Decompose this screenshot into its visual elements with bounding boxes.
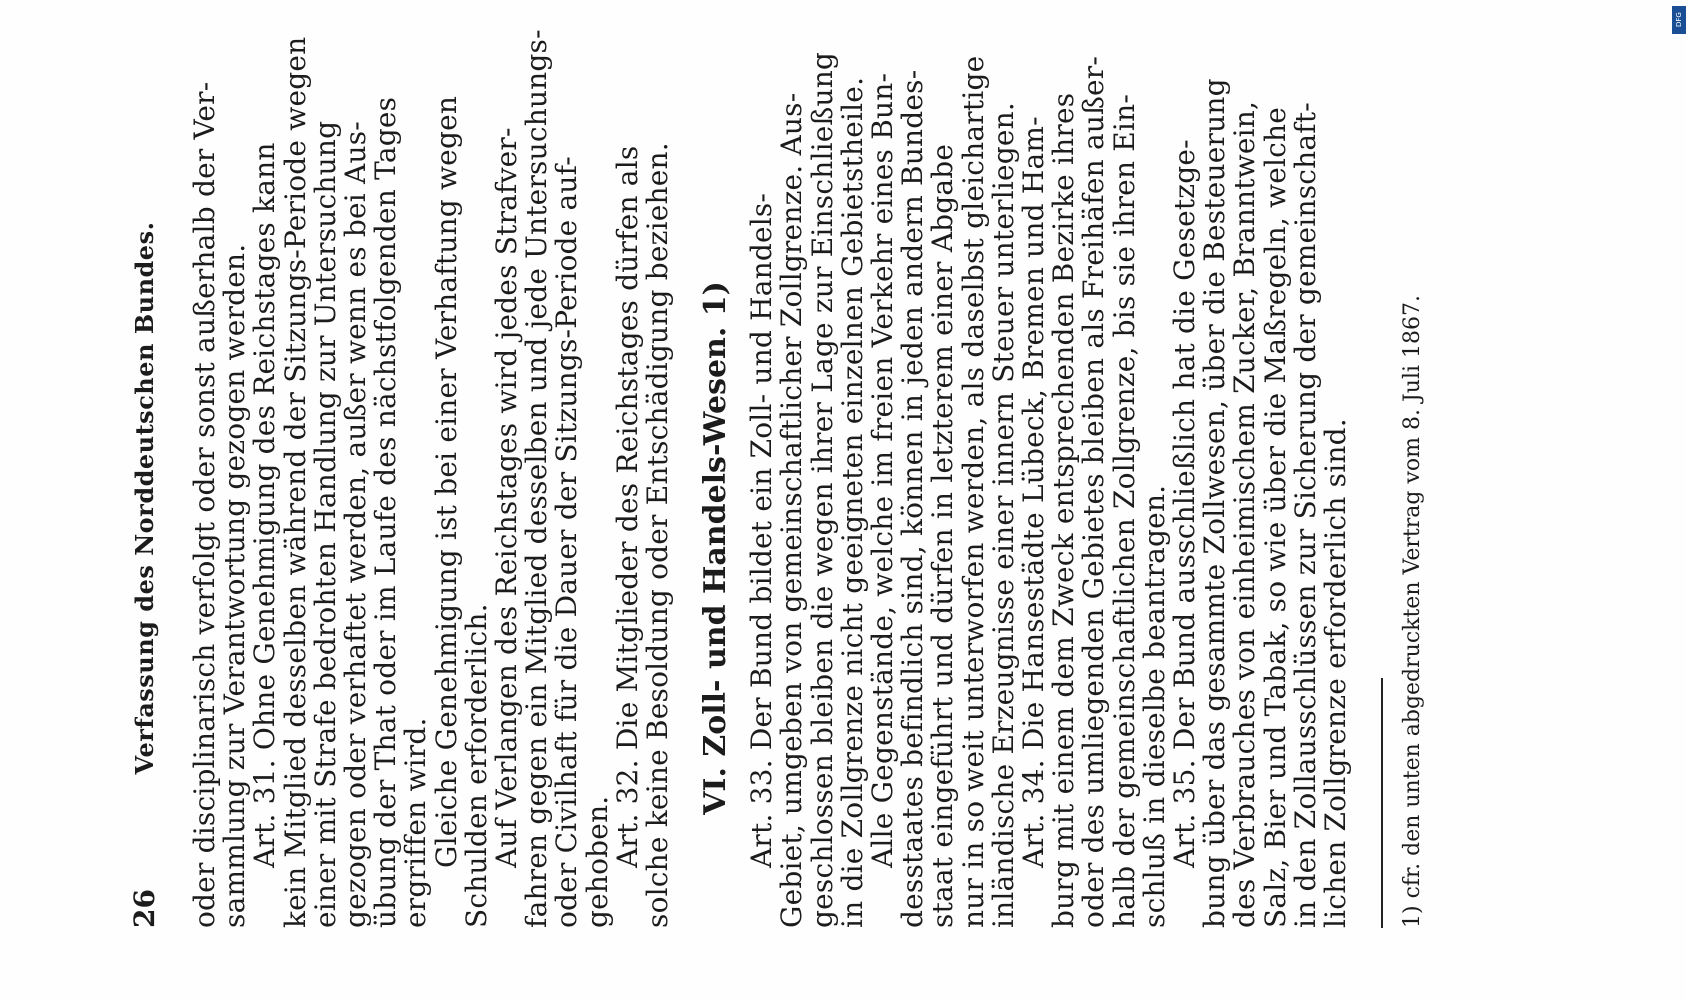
text-line: Art. 32. Die Mitglieder des Reichstages dürfen als — [610, 145, 644, 868]
text-line: Art. 35. Der Bund ausschließlich hat die Gesetzge- — [1168, 139, 1201, 868]
footnote-rule — [1381, 678, 1383, 928]
text-line: halb der gemeinschaftlichen Zollgrenze, bis sie ihren Ein- — [1107, 94, 1141, 928]
text-line: desstaates befindlich sind, können in jeden andern Bundes- — [896, 69, 930, 928]
dfg-logo: DFG — [1672, 6, 1686, 34]
text-line: in die Zollgrenze nicht geeigneten einzelnen Gebietstheile. — [835, 76, 869, 928]
text-line: Art. 33. Der Bund bildet ein Zoll- und Handels- — [745, 192, 779, 868]
page-number: 26 — [128, 889, 161, 928]
text-line: schluß in dieselbe beantragen. — [1137, 484, 1171, 928]
text-line: oder des umliegenden Gebietes bleiben als Freihäfen außer- — [1077, 55, 1111, 928]
text-line: übung der That oder im Laufe des nächstfolgenden Tages — [369, 96, 403, 928]
text-line: fahren gegen ein Mitglied desselben und jede Untersuchungs- — [520, 29, 554, 928]
text-line: Auf Verlangen des Reichstages wird jedes Strafver- — [490, 127, 523, 868]
text-line: gezogen oder verhaftet werden, außer wenn es bei Aus- — [339, 121, 372, 928]
text-line: nur in so weit unterworfen werden, als daselbst gleichartige — [956, 55, 990, 928]
footnote: 1) cfr. den unten abgedruckten Vertrag vom 8. Juli 1867. — [1400, 295, 1426, 928]
text-line: bung über das gesammte Zollwesen, über die Besteuerung — [1198, 78, 1232, 928]
text-line: einer mit Strafe bedrohten Handlung zur Untersuchung — [308, 120, 342, 928]
running-head: Verfassung des Norddeutschen Bundes. — [130, 221, 159, 775]
text-line: kein Mitglied desselben während der Sitzungs-Periode wegen — [278, 36, 312, 928]
text-line: ergriffen wird. — [399, 717, 433, 928]
text-line: sammlung zur Verantwortung gezogen werden. — [218, 243, 252, 928]
text-line: Gebiet, umgeben von gemeinschaftlicher Zollgrenze. Aus- — [775, 92, 809, 928]
text-line: solche keine Besoldung oder Entschädigung beziehen. — [641, 142, 674, 928]
text-line: Art. 31. Ohne Genehmigung des Reichstages kann — [248, 142, 282, 868]
text-line: Schulden erforderlich. — [459, 603, 493, 928]
text-line: burg mit einem dem Zweck entsprechenden Bezirke ihres — [1047, 92, 1081, 928]
text-line: gehoben. — [580, 795, 614, 928]
text-line: des Verbrauches von einheimischem Zucker, Branntwein, — [1228, 100, 1262, 928]
text-line: geschlossen bleiben die wegen ihrer Lage zur Einschließung — [805, 51, 839, 928]
rotated-text-block — [128, 29, 1528, 928]
text-line: in den Zollausschlüssen zur Sicherung der gemeinschaft- — [1288, 102, 1322, 928]
text-line: oder Civilhaft für die Dauer der Sitzungs-Periode auf- — [550, 156, 584, 928]
text-line: Salz, Bier und Tabak, so wie über die Maßregeln, welche — [1258, 106, 1292, 928]
section-heading: VI. Zoll- und Handels-Wesen. 1) — [698, 281, 734, 815]
text-line: Alle Gegenstände, welche im freien Verkehr eines Bun- — [866, 72, 899, 868]
text-line: lichen Zollgrenze erforderlich sind. — [1319, 418, 1352, 928]
text-line: Gleiche Genehmigung ist bei einer Verhaftung wegen — [429, 95, 463, 868]
text-line: inländische Erzeugnisse einer innern Steuer unterliegen. — [986, 101, 1020, 928]
text-line: Art. 34. Die Hansestädte Lübeck, Bremen und Ham- — [1017, 116, 1050, 868]
text-line: oder disciplinarisch verfolgt oder sonst außerhalb der Ver- — [188, 81, 221, 928]
text-line: staat eingeführt und dürfen in letzterem einer Abgabe — [926, 143, 960, 928]
